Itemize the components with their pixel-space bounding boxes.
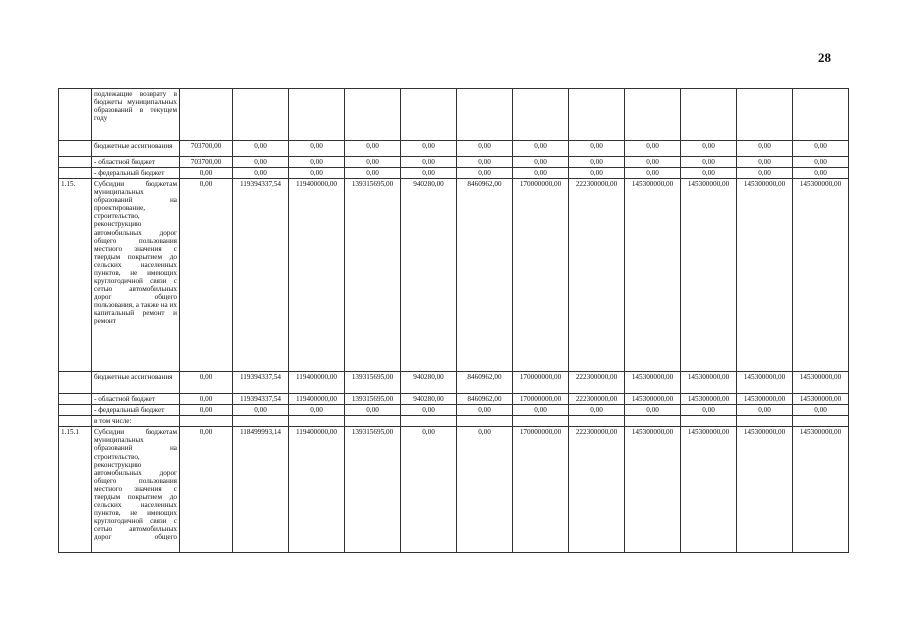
value-cell: 0,00	[625, 157, 681, 168]
value-cell	[681, 89, 737, 141]
row-index: 1.15.1	[59, 427, 92, 553]
value-cell: 222300000,00	[569, 372, 625, 394]
value-cell: 0,00	[233, 168, 289, 179]
page-number: 28	[818, 50, 831, 65]
row-index	[59, 394, 92, 405]
value-cell: 145300000,00	[793, 394, 849, 405]
value-cell	[180, 416, 233, 427]
value-cell: 0,00	[457, 141, 513, 157]
value-cell: 0,00	[180, 372, 233, 394]
value-cell: 0,00	[180, 168, 233, 179]
table-row	[59, 416, 849, 427]
value-cell: 0,00	[625, 168, 681, 179]
value-cell	[513, 89, 569, 141]
value-cell	[625, 416, 681, 427]
row-label: - федеральный бюджет	[92, 405, 180, 416]
table-row	[59, 157, 849, 168]
value-cell	[401, 89, 457, 141]
value-cell: 940280,00	[401, 179, 457, 372]
value-cell: 139315695,00	[345, 427, 401, 553]
row-label: Субсидии бюджетам муниципальных образований на строительство, реконструкцию автомобильных дорог общего пользования местного значения с твердым покрытием до сельских населенных пунктов, не имеющих круглогодичной связи с сетью автомобильных дорог общего	[92, 427, 180, 553]
table-row	[59, 372, 849, 394]
value-cell: 139315695,00	[345, 179, 401, 372]
value-cell: 8460962,00	[457, 394, 513, 405]
value-cell: 0,00	[793, 157, 849, 168]
value-cell	[737, 89, 793, 141]
value-cell	[345, 416, 401, 427]
row-label: - федеральный бюджет	[92, 168, 180, 179]
row-label: - областной бюджет	[92, 157, 180, 168]
value-cell: 0,00	[625, 141, 681, 157]
value-cell: 119400000,00	[289, 372, 345, 394]
value-cell: 145300000,00	[793, 179, 849, 372]
value-cell: 0,00	[513, 157, 569, 168]
table-row	[59, 168, 849, 179]
value-cell	[457, 416, 513, 427]
value-cell: 940280,00	[401, 394, 457, 405]
value-cell: 0,00	[793, 405, 849, 416]
value-cell: 0,00	[180, 394, 233, 405]
value-cell: 0,00	[737, 157, 793, 168]
value-cell: 0,00	[737, 405, 793, 416]
value-cell: 0,00	[681, 168, 737, 179]
row-label: в том числе:	[92, 416, 180, 427]
value-cell: 0,00	[345, 405, 401, 416]
value-cell: 119394337,54	[233, 179, 289, 372]
value-cell	[793, 89, 849, 141]
value-cell	[345, 89, 401, 141]
value-cell: 0,00	[180, 427, 233, 553]
value-cell: 119400000,00	[289, 179, 345, 372]
value-cell: 145300000,00	[793, 427, 849, 553]
value-cell: 0,00	[289, 157, 345, 168]
table-row	[59, 405, 849, 416]
value-cell: 118499993,14	[233, 427, 289, 553]
value-cell: 0,00	[401, 168, 457, 179]
value-cell: 145300000,00	[625, 372, 681, 394]
value-cell: 0,00	[513, 141, 569, 157]
value-cell: 0,00	[513, 168, 569, 179]
value-cell: 0,00	[457, 405, 513, 416]
value-cell: 119394337,54	[233, 372, 289, 394]
value-cell: 0,00	[513, 405, 569, 416]
value-cell: 0,00	[233, 157, 289, 168]
value-cell	[681, 416, 737, 427]
value-cell	[513, 416, 569, 427]
value-cell	[233, 89, 289, 141]
row-index	[59, 372, 92, 394]
value-cell: 0,00	[345, 157, 401, 168]
value-cell: 145300000,00	[737, 394, 793, 405]
value-cell: 0,00	[401, 157, 457, 168]
value-cell: 0,00	[569, 141, 625, 157]
value-cell: 8460962,00	[457, 179, 513, 372]
value-cell: 170000000,00	[513, 372, 569, 394]
value-cell: 0,00	[289, 405, 345, 416]
value-cell: 0,00	[345, 168, 401, 179]
value-cell	[233, 416, 289, 427]
value-cell: 0,00	[180, 405, 233, 416]
value-cell: 119400000,00	[289, 427, 345, 553]
row-label: подлежащие возврату в бюджеты муниципальных образований в текущем году	[92, 89, 180, 141]
value-cell: 145300000,00	[681, 394, 737, 405]
table-row	[59, 394, 849, 405]
value-cell: 703700,00	[180, 141, 233, 157]
value-cell: 0,00	[345, 141, 401, 157]
row-index	[59, 141, 92, 157]
value-cell: 0,00	[289, 168, 345, 179]
value-cell: 0,00	[793, 141, 849, 157]
budget-table	[58, 88, 849, 553]
value-cell: 0,00	[457, 157, 513, 168]
value-cell	[793, 416, 849, 427]
value-cell	[457, 89, 513, 141]
row-index	[59, 89, 92, 141]
value-cell: 139315695,00	[345, 394, 401, 405]
value-cell: 0,00	[625, 405, 681, 416]
row-index	[59, 405, 92, 416]
value-cell: 145300000,00	[737, 427, 793, 553]
value-cell: 0,00	[569, 405, 625, 416]
value-cell	[625, 89, 681, 141]
value-cell: 0,00	[569, 157, 625, 168]
value-cell: 145300000,00	[625, 394, 681, 405]
row-label: Субсидии бюджетам муниципальных образований на проектирование, строительство, реконструкцию автомобильных дорог общего пользования местного значения с твердым покрытием до сельских населенных пунктов, не имеющих круглогодичной связи с сетью автомобильных дорог общего пользования, а также на их капитальный ремонт и ремонт	[92, 179, 180, 372]
value-cell: 222300000,00	[569, 179, 625, 372]
row-label: бюджетные ассигнования	[92, 141, 180, 157]
value-cell	[289, 416, 345, 427]
row-label: - областной бюджет	[92, 394, 180, 405]
table-row	[59, 427, 849, 553]
value-cell: 145300000,00	[681, 372, 737, 394]
row-index: 1.15.	[59, 179, 92, 372]
row-index	[59, 168, 92, 179]
table-body	[59, 89, 849, 553]
row-label: бюджетные ассигнования	[92, 372, 180, 394]
value-cell: 0,00	[681, 141, 737, 157]
value-cell: 0,00	[401, 405, 457, 416]
value-cell: 170000000,00	[513, 179, 569, 372]
value-cell	[737, 416, 793, 427]
value-cell: 145300000,00	[681, 179, 737, 372]
value-cell: 0,00	[569, 168, 625, 179]
value-cell: 145300000,00	[625, 427, 681, 553]
value-cell: 0,00	[793, 168, 849, 179]
table-row	[59, 179, 849, 372]
value-cell: 119400000,00	[289, 394, 345, 405]
value-cell: 0,00	[681, 405, 737, 416]
value-cell: 0,00	[457, 427, 513, 553]
value-cell	[180, 89, 233, 141]
value-cell: 0,00	[289, 141, 345, 157]
value-cell: 0,00	[401, 141, 457, 157]
value-cell: 145300000,00	[793, 372, 849, 394]
value-cell: 0,00	[401, 427, 457, 553]
value-cell: 0,00	[180, 179, 233, 372]
value-cell: 170000000,00	[513, 394, 569, 405]
value-cell: 8460962,00	[457, 372, 513, 394]
row-index	[59, 157, 92, 168]
row-index	[59, 416, 92, 427]
value-cell: 222300000,00	[569, 427, 625, 553]
value-cell: 170000000,00	[513, 427, 569, 553]
value-cell: 0,00	[737, 168, 793, 179]
value-cell: 145300000,00	[625, 179, 681, 372]
table-row	[59, 141, 849, 157]
value-cell: 940280,00	[401, 372, 457, 394]
value-cell: 0,00	[457, 168, 513, 179]
table-row	[59, 89, 849, 141]
value-cell	[401, 416, 457, 427]
value-cell: 0,00	[233, 141, 289, 157]
value-cell: 145300000,00	[737, 179, 793, 372]
value-cell	[289, 89, 345, 141]
value-cell: 0,00	[233, 405, 289, 416]
value-cell: 145300000,00	[681, 427, 737, 553]
value-cell	[569, 89, 625, 141]
value-cell: 0,00	[737, 141, 793, 157]
value-cell: 139315695,00	[345, 372, 401, 394]
value-cell	[569, 416, 625, 427]
value-cell: 119394337,54	[233, 394, 289, 405]
value-cell: 703700,00	[180, 157, 233, 168]
value-cell: 0,00	[681, 157, 737, 168]
value-cell: 145300000,00	[737, 372, 793, 394]
value-cell: 222300000,00	[569, 394, 625, 405]
